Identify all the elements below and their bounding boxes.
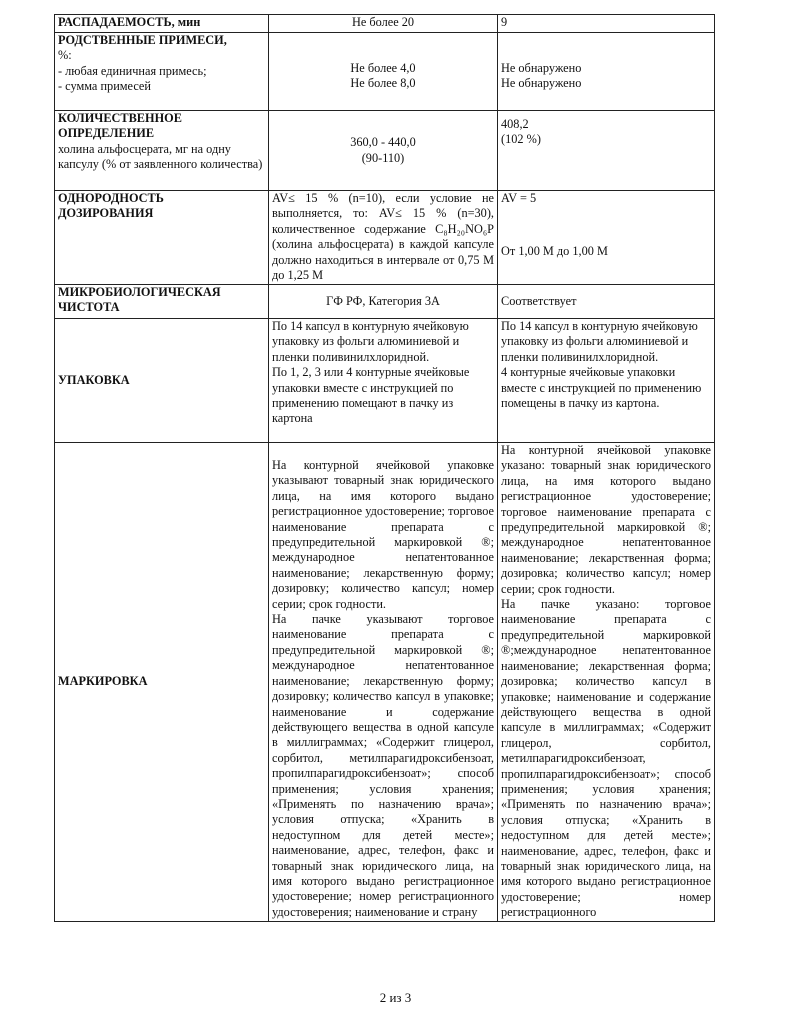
- result-packaging: По 14 капсул в контурную ячейковую упаковку из фольги алюминиевой и пленки поливинилхлоридной. 4 контурные ячейковые упаковки вместе с инструкцией по применению помещены в пачку из картона.: [498, 319, 715, 443]
- impurities-sum: - сумма примесей: [58, 79, 151, 94]
- assay-subtitle: холина альфосцерата, мг на одну капсулу (% от заявленного количества): [58, 141, 263, 172]
- norm-assay: [269, 111, 498, 191]
- norm-labeling: [269, 443, 498, 922]
- assay-title-2: ОПРЕДЕЛЕНИЕ: [58, 126, 155, 141]
- norm-packaging: По 14 капсул в контурную ячейковую упаковку из фольги алюминиевой и пленки поливинилхлоридной. По 1, 2, 3 или 4 контурные ячейковые упаковки вместе с инструкцией по применению помещают в пачку из картона: [269, 319, 498, 443]
- page-number: 2 из 3: [379, 990, 412, 1005]
- impurities-unit: %:: [58, 48, 72, 63]
- result-uniformity-range: От 1,00 М до 1,00 М: [501, 244, 608, 259]
- result-assay-percent: (102 %): [501, 132, 541, 147]
- result-labeling: [498, 443, 715, 922]
- norm-labeling-blister: На контурной ячейковой упаковке указывают товарный знак юридического лица, на имя которого выдано регистрационное удостоверение; торговое наименование препарата с предупредительной маркировкой ®; международное непатентованное наименование; лекарственную форму; дозировку; количество капсул; номер серии; срок годности.: [272, 458, 494, 611]
- label-disintegration: РАСПАДАЕМОСТЬ, мин: [55, 15, 269, 33]
- norm-disintegration: Не более 20: [269, 15, 498, 33]
- result-assay: [498, 111, 715, 191]
- norm-assay-percent: (90-110): [361, 150, 405, 165]
- result-assay-value: 408,2: [501, 117, 529, 131]
- row-impurities: [55, 33, 715, 111]
- result-impurities-single: Не обнаружено: [501, 61, 582, 75]
- uniformity-title-2: ДОЗИРОВАНИЯ: [58, 206, 154, 221]
- label-microbiology: [55, 285, 269, 319]
- result-labeling-box: На пачке указано: торговое наименование препарата с предупредительной маркировкой ®;международное непатентованное наименование; лекарственная форма; дозировка; количество капсул в упаковке; наименование и содержание действующего вещества в одной капсуле в миллиграммах; «Содержит глицерол, сорбитол, метилпарагидроксибензоат, пропилпарагидроксибензоат»; способ применения; условия хранения; «Применять по назначению врача»; условия отпуска; «Хранить в недоступном для детей месте»; наименование, адрес, телефон, факс и товарный знак юридического лица, на имя которого выдано регистрационное удостоверение; номер регистрационного: [501, 597, 711, 920]
- norm-impurities-sum: Не более 8,0: [350, 76, 416, 91]
- norm-microbiology: ГФ РФ, Категория 3А: [269, 285, 498, 319]
- impurities-title: РОДСТВЕННЫЕ ПРИМЕСИ,: [58, 33, 227, 47]
- row-assay: [55, 111, 715, 191]
- specification-table: [54, 14, 715, 922]
- result-impurities: [498, 33, 715, 111]
- uniformity-title-1: ОДНОРОДНОСТЬ: [58, 191, 164, 205]
- row-uniformity: [55, 191, 715, 285]
- label-labeling: МАРКИРОВКА: [55, 443, 269, 922]
- microbiology-title-2: ЧИСТОТА: [58, 300, 120, 315]
- result-microbiology: Соответствует: [498, 285, 715, 319]
- row-microbiology: [55, 285, 715, 319]
- label-uniformity: [55, 191, 269, 285]
- row-labeling: [55, 443, 715, 922]
- impurities-single: - любая единичная примесь;: [58, 63, 207, 78]
- row-packaging: [55, 319, 715, 443]
- label-assay: [55, 111, 269, 191]
- result-labeling-blister: На контурной ячейковой упаковке указано: товарный знак юридического лица, на имя которого выдано регистрационное удостоверение; торговое наименование препарата с предупредительной маркировкой ®; международное непатентованное наименование; лекарственная форма; дозировка; количество капсул; номер серии; срок годности.: [501, 443, 711, 596]
- norm-labeling-box: На пачке указывают торговое наименование препарата с предупредительной маркировкой ®; международное непатентованное наименование; лекарственную форму; дозировку; количество капсул в упаковке; наименование и содержание действующего вещества в одной капсуле в миллиграммах; «Содержит глицерол, сорбитол, метилпарагидроксибензоат, пропилпарагидроксибензоат»; способ применения; условия хранения; «Применять по назначению врача»; условия отпуска; «Хранить в недоступном для детей месте»; наименование, адрес, телефон, факс и товарный знак юридического лица, на имя которого выдано регистрационное удостоверение; номер регистрационного удостоверения; наименование и страну: [272, 612, 494, 919]
- result-uniformity: [498, 191, 715, 285]
- norm-impurities-single: Не более 4,0: [350, 61, 416, 75]
- assay-title-1: КОЛИЧЕСТВЕННОЕ: [58, 111, 182, 125]
- label-packaging: УПАКОВКА: [55, 319, 269, 443]
- microbiology-title-1: МИКРОБИОЛОГИЧЕСКАЯ: [58, 285, 221, 299]
- norm-assay-range: 360,0 - 440,0: [350, 135, 416, 150]
- result-uniformity-av: AV = 5: [501, 191, 537, 205]
- result-impurities-sum: Не обнаружено: [501, 76, 582, 91]
- label-impurities: [55, 33, 269, 111]
- result-disintegration: 9: [498, 15, 715, 33]
- norm-impurities: [269, 33, 498, 111]
- norm-uniformity: AV≤ 15 % (n=10), если условие не выполняется, то: AV≤ 15 % (n=30), количественное содержание C₈H₂₀NO₆P (холина альфосцерата) в каждой капсуле должно находиться в интервале от 0,75 М до 1,25 М: [269, 191, 498, 285]
- row-disintegration: [55, 15, 715, 33]
